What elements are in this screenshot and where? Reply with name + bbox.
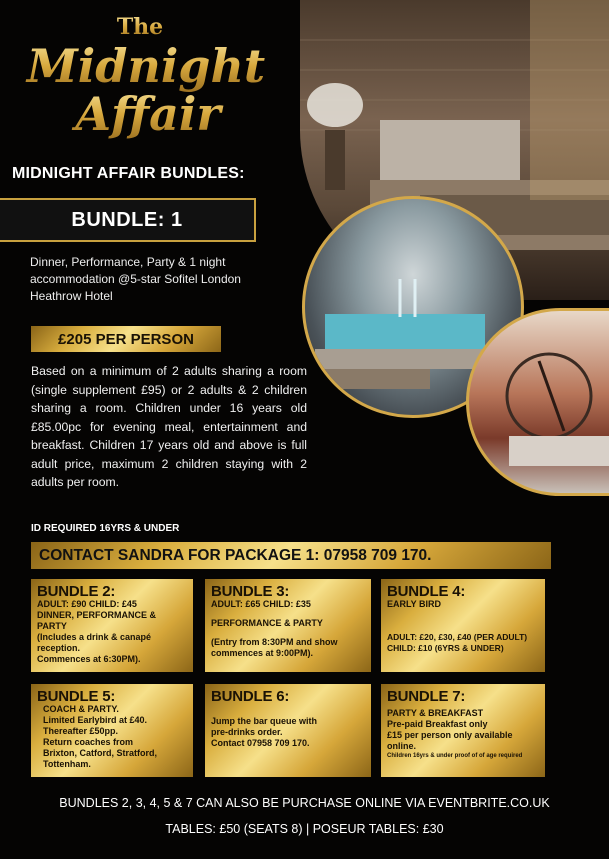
bundle-card-spacer	[211, 610, 365, 618]
bundle1-label: BUNDLE: 1	[71, 208, 183, 231]
logo-line3: Affair	[75, 87, 221, 141]
bundles-heading: MIDNIGHT AFFAIR BUNDLES:	[12, 165, 245, 182]
bundle-card-line: PARTY	[37, 621, 67, 631]
bundle-card-line: Pre-paid Breakfast only	[387, 719, 488, 729]
id-required-note: ID REQUIRED 16YRS & UNDER	[31, 523, 180, 534]
bundle-card-line: Commences at 6:30PM).	[37, 654, 141, 664]
bundle-card-text	[37, 599, 187, 665]
bundle-card-title: BUNDLE 3:	[211, 583, 290, 600]
logo-line2: Midnight	[26, 39, 266, 93]
bundle-card-text	[387, 708, 539, 760]
bundle1-heading-bar	[0, 198, 256, 242]
bundle-card-line: ADULT: £65 CHILD: £35	[211, 599, 311, 609]
bundle-card-title: BUNDLE 7:	[387, 688, 466, 705]
bundle-card-line: Limited Earlybird at £40.	[43, 715, 148, 725]
price-text: £205 PER PERSON	[58, 330, 194, 348]
bundle-card-line: pre-drinks order.	[211, 727, 283, 737]
bundle-card-7	[381, 684, 545, 777]
bundle-card-2	[31, 579, 193, 672]
bundle-card-line: online.	[387, 741, 416, 751]
bundle-card-line: £15 per person only available	[387, 730, 513, 740]
bundle1-terms: Based on a minimum of 2 adults sharing a room (single supplement £95) or 2 adults & 2 children sharing a room. Children under 16 years old £85.00pc for evening meal, entertainment and breakfast. Children 17 years old and above is full adult price, maximum 2 children staying with 2 adults per room.	[31, 364, 307, 489]
event-logo	[18, 12, 280, 142]
bundle-card-title: BUNDLE 2:	[37, 583, 116, 600]
bundle-card-line: ADULT: £90 CHILD: £45	[37, 599, 137, 609]
contact-text: CONTACT SANDRA FOR PACKAGE 1: 07958 709 170.	[39, 546, 432, 564]
footer-tables-note: TABLES: £50 (SEATS 8) | POSEUR TABLES: £30	[165, 822, 444, 836]
bundle-card-title: BUNDLE 6:	[211, 688, 290, 705]
bundle-card-line: commences at 9:00PM).	[211, 648, 314, 658]
bundle-card-spacer	[387, 610, 539, 632]
bundle-card-line: Tottenham.	[43, 759, 91, 769]
bundle-card-line: Jump the bar queue with	[211, 716, 318, 726]
bundle-card-line: EARLY BIRD	[387, 599, 442, 609]
bundle-card-spacer	[211, 629, 365, 637]
bundle-card-4	[381, 579, 545, 672]
price-badge	[31, 326, 221, 352]
bundle-card-line: Brixton, Catford, Stratford,	[43, 748, 157, 758]
logo-line1: The	[116, 14, 164, 40]
bundle-card-text	[387, 599, 539, 654]
bundle-card-line: Thereafter £50pp.	[43, 726, 119, 736]
contact-bar	[31, 542, 551, 569]
bundle-card-text	[211, 599, 365, 659]
bundle-card-title: BUNDLE 4:	[387, 583, 466, 600]
bundle-card-line: COACH & PARTY.	[43, 704, 119, 714]
bundle-card-text	[211, 716, 365, 749]
bundle1-description: Dinner, Performance, Party & 1 night accommodation @5-star Sofitel London Heathrow Hotel	[30, 255, 241, 303]
bundle-card-line: ADULT: £20, £30, £40 (PER ADULT)	[387, 632, 528, 642]
bundle-card-line: Contact 07958 709 170.	[211, 738, 310, 748]
bundle-card-6	[205, 684, 371, 777]
bundle-card-5	[31, 684, 193, 777]
bundle-card-line: PERFORMANCE & PARTY	[211, 618, 323, 628]
bundle-card-line: Return coaches from	[43, 737, 134, 747]
bundle-card-title: BUNDLE 5:	[37, 688, 116, 705]
bundle-card-3	[205, 579, 371, 672]
bundle-card-line: CHILD: £10 (6YRS & UNDER)	[387, 643, 504, 653]
footer-online-note: BUNDLES 2, 3, 4, 5 & 7 CAN ALSO BE PURCHASE ONLINE VIA EVENTBRITE.CO.UK	[59, 796, 550, 810]
bundle-card-line: DINNER, PERFORMANCE &	[37, 610, 157, 620]
bundle-card-small-note: Children 16yrs & under proof of of age required	[387, 753, 523, 759]
bundle-card-line: PARTY & BREAKFAST	[387, 708, 484, 718]
bundle-card-line: (Entry from 8:30PM and show	[211, 637, 338, 647]
bundle-card-line: reception.	[37, 643, 81, 653]
bundle-card-text	[37, 704, 187, 770]
bundle-card-line: (Includes a drink & canapé	[37, 632, 152, 642]
